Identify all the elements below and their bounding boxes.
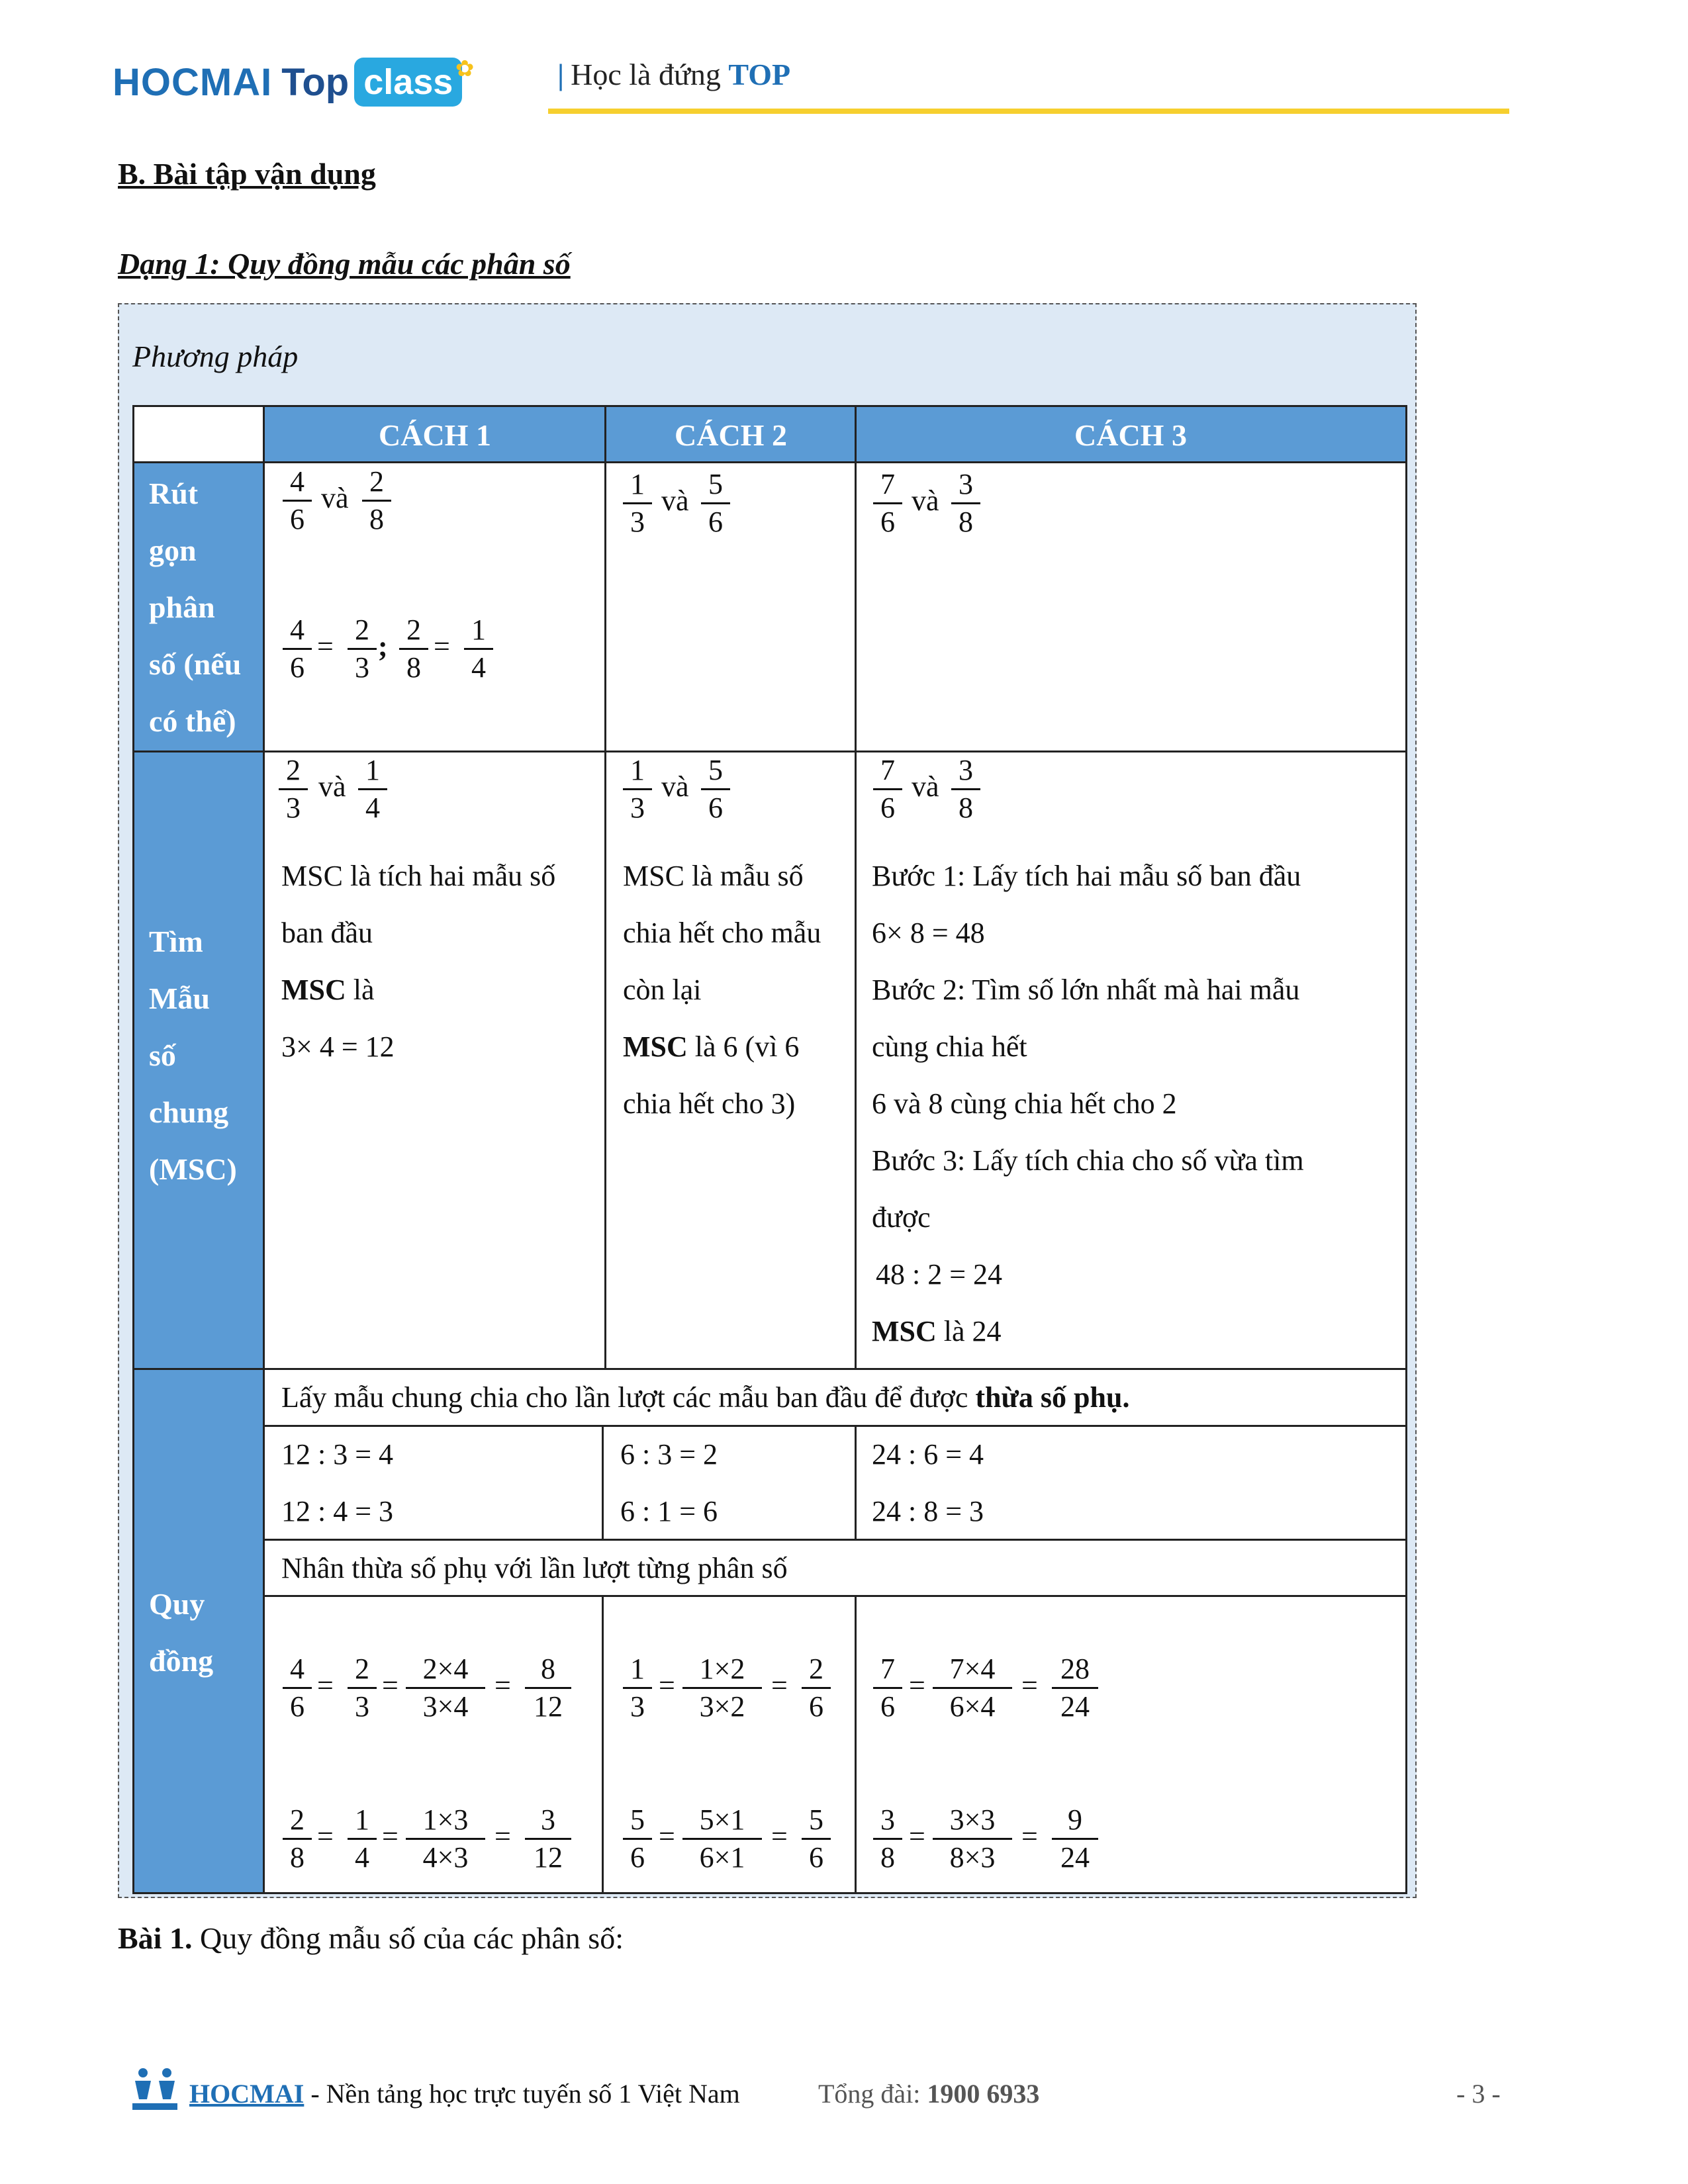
div-c1-line1: 12 : 3 = 4 <box>281 1438 394 1471</box>
equals: = <box>1021 1669 1038 1702</box>
div-c1-line2: 12 : 4 = 3 <box>281 1495 394 1527</box>
fraction: $\frac{1}{4}$ <box>464 612 493 686</box>
nhan-text: Nhân thừa số phụ với lần lượt từng phân số <box>281 1552 788 1584</box>
header-cach-1: CÁCH 1 <box>264 407 606 463</box>
msc-c3-line2: 6× 8 = 48 <box>872 917 985 949</box>
fraction: $\frac{2}{3}$ <box>279 752 308 826</box>
equals: = <box>909 1820 925 1852</box>
star-icon: ✿ <box>455 56 475 81</box>
logo-hocmai: HOCMAI <box>113 60 273 104</box>
logo-top: Top <box>281 60 350 104</box>
equals: = <box>494 1669 511 1702</box>
fraction: $\frac{2}{8}$ <box>362 464 391 537</box>
msc-c2-line1: MSC là mẫu số <box>623 860 804 892</box>
equals: = <box>494 1820 511 1852</box>
hocmai-topclass-logo <box>113 56 475 109</box>
fraction: $\frac{1}{3}$ <box>623 752 652 826</box>
fraction: $\frac{4}{6}$ <box>283 1651 312 1725</box>
fraction: 2×4 3×4 <box>406 1651 485 1725</box>
equals: = <box>771 1669 788 1702</box>
equals: = <box>317 630 334 662</box>
msc-c1-line1: MSC là tích hai mẫu số <box>281 860 556 892</box>
and-word: và <box>318 770 346 803</box>
fraction: $\frac{2}{8}$ <box>399 612 428 686</box>
fraction: $\frac{2}{3}$ <box>348 612 377 686</box>
fraction: $\frac{1}{3}$ <box>623 467 652 540</box>
fraction: $\frac{4}{6}$ <box>283 464 312 537</box>
msc-c2-line2: chia hết cho mẫu <box>623 917 821 949</box>
label-phan: phân <box>149 590 215 624</box>
and-word: và <box>661 484 689 517</box>
fraction: $\frac{5}{6}$ <box>802 1802 831 1876</box>
equals: = <box>771 1820 788 1852</box>
footer-hotline: Tổng đài: 1900 6933 <box>818 2079 1040 2109</box>
fraction: $\frac{3}{8}$ <box>951 752 980 826</box>
fraction: $\frac{5}{6}$ <box>623 1802 652 1876</box>
fraction: $\frac{4}{6}$ <box>283 612 312 686</box>
label-tim: Tìm <box>149 925 203 958</box>
msc-c1-line2: ban đầu <box>281 917 373 949</box>
equals: = <box>909 1669 925 1702</box>
label-dong: đồng <box>149 1644 214 1678</box>
div-c2-line2: 6 : 1 = 6 <box>620 1495 718 1527</box>
method-table <box>132 405 1407 1894</box>
thua-so-phu-intro: Lấy mẫu chung chia cho lần lượt các mẫu ban đầu để được thừa số phụ. <box>281 1381 1130 1414</box>
msc-c2-line4: MSC là 6 (vì 6 <box>623 1030 800 1063</box>
fraction: $\frac{7}{6}$ <box>873 1651 902 1725</box>
label-mau: Mẫu <box>149 981 210 1015</box>
exercise-1: Bài 1. Quy đồng mẫu số của các phân số: <box>118 1921 624 1955</box>
fraction: 28 24 <box>1052 1651 1098 1725</box>
label-rut: Rút <box>149 477 199 510</box>
msc-c3-line9: MSC là 24 <box>872 1315 1002 1347</box>
label-gon: gọn <box>149 533 197 567</box>
fraction: $\frac{1}{4}$ <box>348 1802 377 1876</box>
msc-c3-line8: 48 : 2 = 24 <box>876 1258 1003 1291</box>
label-so-neu: số (nếu <box>149 647 242 681</box>
semicolon: ; <box>378 630 388 662</box>
page-number: - 3 - <box>1456 2079 1501 2109</box>
fraction: $\frac{5}{6}$ <box>701 467 730 540</box>
fraction: $\frac{3}{8}$ <box>873 1802 902 1876</box>
fraction: $\frac{3}{8}$ <box>951 467 980 540</box>
msc-c3-line3: Bước 2: Tìm số lớn nhất mà hai mẫu <box>872 974 1300 1006</box>
fraction: $\frac{7}{6}$ <box>873 467 902 540</box>
equals: = <box>317 1669 334 1702</box>
equals: = <box>382 1669 399 1702</box>
and-word: và <box>912 770 939 803</box>
method-label: Phương pháp <box>132 340 299 373</box>
header-cach-2: CÁCH 2 <box>606 407 856 463</box>
label-co-the: có thể) <box>149 704 236 738</box>
fraction: $\frac{7}{6}$ <box>873 752 902 826</box>
fraction: 7×4 6×4 <box>933 1651 1012 1725</box>
slogan: | Học là đứng TOP <box>557 58 791 91</box>
header-divider <box>548 109 1509 114</box>
fraction: $\frac{2}{6}$ <box>802 1651 831 1725</box>
fraction: $\frac{5}{6}$ <box>701 752 730 826</box>
label-quy: Quy <box>149 1587 205 1621</box>
label-msc: (MSC) <box>149 1152 237 1186</box>
msc-c1-line3: MSC là <box>281 974 375 1006</box>
fraction: 3×3 8×3 <box>933 1802 1012 1876</box>
fraction: 5×1 6×1 <box>682 1802 762 1876</box>
msc-c2-line3: còn lại <box>623 974 702 1006</box>
hocmai-footer-icon <box>130 2065 180 2113</box>
msc-c3-line4: cùng chia hết <box>872 1030 1027 1063</box>
fraction: 3 12 <box>525 1802 571 1876</box>
section-title: B. Bài tập vận dụng <box>118 157 376 191</box>
div-c3-line1: 24 : 6 = 4 <box>872 1438 984 1471</box>
footer-brand-link[interactable]: HOCMAI <box>189 2079 305 2109</box>
fraction: 1×3 4×3 <box>406 1802 485 1876</box>
fraction: $\frac{2}{8}$ <box>283 1802 312 1876</box>
msc-c3-line7: được <box>872 1201 931 1234</box>
label-chung: chung <box>149 1095 229 1129</box>
equals: = <box>1021 1820 1038 1852</box>
msc-c1-line4: 3× 4 = 12 <box>281 1030 395 1063</box>
equals: = <box>659 1820 675 1852</box>
msc-c3-line6: Bước 3: Lấy tích chia cho số vừa tìm <box>872 1144 1304 1177</box>
equals: = <box>659 1669 675 1702</box>
msc-c2-line5: chia hết cho 3) <box>623 1087 796 1120</box>
and-word: và <box>661 770 689 803</box>
label-so: số <box>149 1038 176 1072</box>
fraction: $\frac{1}{4}$ <box>358 752 387 826</box>
header-cach-3: CÁCH 3 <box>856 407 1405 463</box>
equals: = <box>382 1820 399 1852</box>
fraction: $\frac{1}{3}$ <box>623 1651 652 1725</box>
equals: = <box>317 1820 334 1852</box>
equals: = <box>434 630 450 662</box>
fraction: 8 12 <box>525 1651 571 1725</box>
fraction: 9 24 <box>1052 1802 1098 1876</box>
msc-c3-line1: Bước 1: Lấy tích hai mẫu số ban đầu <box>872 860 1301 892</box>
div-c2-line1: 6 : 3 = 2 <box>620 1438 718 1471</box>
fraction: $\frac{2}{3}$ <box>348 1651 377 1725</box>
logo-class: class ✿ <box>354 58 462 107</box>
fraction: 1×2 3×2 <box>682 1651 762 1725</box>
div-c3-line2: 24 : 8 = 3 <box>872 1495 984 1527</box>
and-word: và <box>321 482 349 514</box>
and-word: và <box>912 484 939 517</box>
footer-text: HOCMAI - Nền tảng học trực tuyến số 1 Việt Nam <box>189 2079 740 2109</box>
dang-title: Dạng 1: Quy đồng mẫu các phân số <box>118 247 571 281</box>
msc-c3-line5: 6 và 8 cùng chia hết cho 2 <box>872 1087 1177 1120</box>
